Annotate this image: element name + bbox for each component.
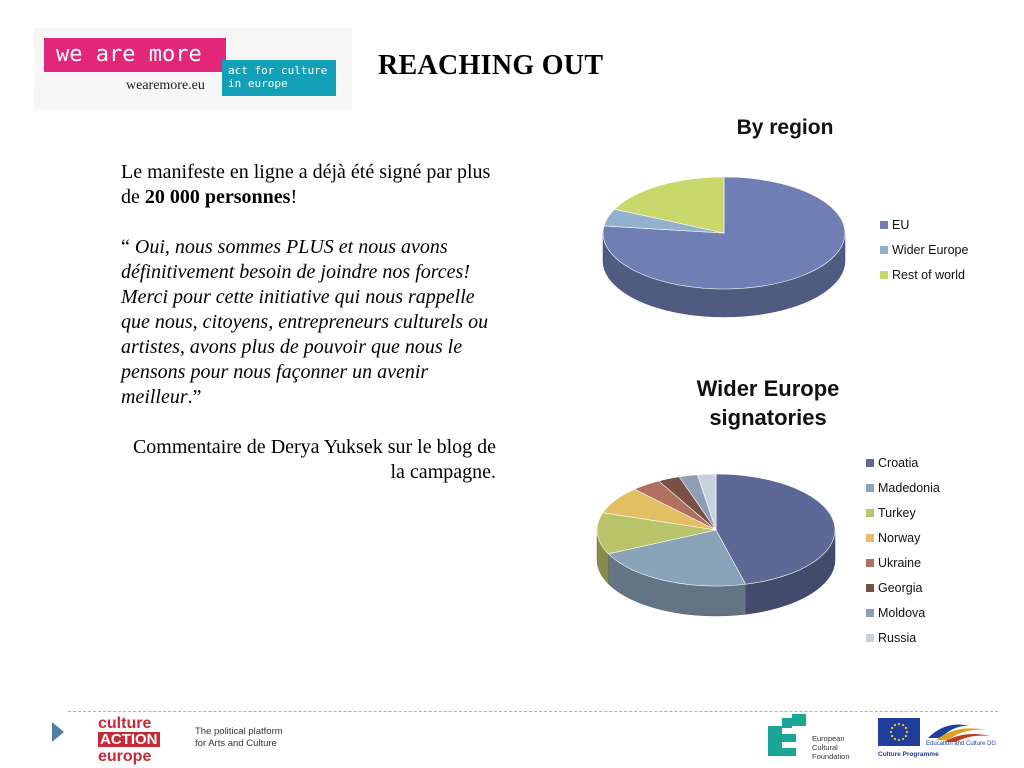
- cae-tagline-2: for Arts and Culture: [195, 738, 277, 749]
- legend-swatch: [866, 584, 874, 592]
- legend-label: EU: [892, 217, 910, 232]
- legend-label: Moldova: [878, 605, 926, 620]
- legend-swatch: [866, 484, 874, 492]
- eu-star: [902, 724, 904, 726]
- eu-star: [894, 738, 896, 740]
- intro-end: !: [290, 186, 298, 208]
- eu-star: [891, 727, 893, 729]
- attribution: Commentaire de Derya Yuksek sur le blog de la campagne.: [132, 436, 496, 483]
- cae-line2: ACTION: [100, 731, 158, 748]
- legend-item-wider-europe: [880, 237, 968, 262]
- legend-item-croatia: [866, 450, 940, 475]
- cae-tagline-1: The political platform: [195, 726, 283, 737]
- legend-label: Turkey: [878, 505, 916, 520]
- eu-star: [898, 723, 900, 725]
- quote-close: .”: [187, 386, 202, 408]
- legend-label: Norway: [878, 530, 921, 545]
- legend-swatch: [866, 609, 874, 617]
- legend-swatch: [866, 509, 874, 517]
- legend-label: Georgia: [878, 580, 923, 595]
- eu-star: [891, 735, 893, 737]
- we-are-more-logo: [34, 28, 352, 110]
- legend-label: Wider Europe: [892, 242, 969, 257]
- legend-label: Russia: [878, 630, 917, 645]
- legend-item-russia: [866, 625, 940, 650]
- culture-programme-text: Culture Programme: [878, 751, 939, 758]
- play-arrow-icon: [52, 722, 64, 742]
- logo-url: wearemore.eu: [126, 78, 205, 93]
- legend-label: Ukraine: [878, 555, 922, 570]
- eu-dg-text: Education and Culture DG: [926, 741, 997, 747]
- eu-flag-icon: [878, 718, 920, 746]
- eu-star: [902, 738, 904, 740]
- legend-swatch: [866, 534, 874, 542]
- chart1-title: By region: [736, 116, 834, 139]
- text-block: [121, 160, 496, 510]
- quote-open: “: [121, 236, 135, 258]
- chart2-pie: [588, 466, 848, 626]
- logo-sub-text: act for culture in europe: [222, 60, 336, 96]
- page-title: REACHING OUT: [378, 50, 604, 81]
- signature-count: 20 000 personnes: [144, 186, 291, 208]
- cae-tagline: [195, 726, 283, 750]
- legend-label: Madedonia: [878, 480, 940, 495]
- quote-text: Oui, nous sommes PLUS et nous avons définitivement besoin de joindre nos forces! Merci pour cette initiative qui nous rappelle que nous, citoyens, entrepreneurs culturels ou artistes, avons plus de pouvoir que nous le pensons pour nous façonner un avenir meilleur: [121, 236, 489, 408]
- ecf-text-3: Foundation: [812, 752, 850, 761]
- legend-item-moldova: [866, 600, 940, 625]
- legend-swatch: [866, 634, 874, 642]
- intro-text: Le manifeste en ligne a déjà été signé par plus de: [121, 161, 491, 208]
- legend-swatch: [866, 459, 874, 467]
- cae-line1: culture: [98, 715, 152, 732]
- legend-swatch: [866, 559, 874, 567]
- legend-item-rest-of-world: [880, 262, 968, 287]
- legend-label: Croatia: [878, 455, 919, 470]
- chart1-pie: [596, 170, 866, 320]
- eu-stars-icon: [878, 718, 920, 746]
- culture-action-europe-logo: [98, 715, 170, 765]
- legend-item-norway: [866, 525, 940, 550]
- eu-dg-swoosh-icon: [926, 716, 992, 744]
- legend-swatch: [880, 271, 888, 279]
- chart1-legend: [880, 212, 968, 287]
- eu-star: [905, 735, 907, 737]
- chart2-legend: [866, 450, 940, 650]
- legend-item-madedonia: [866, 475, 940, 500]
- ecf-text: [812, 734, 850, 761]
- eu-star: [906, 731, 908, 733]
- ecf-text-2: Cultural: [812, 743, 838, 752]
- legend-item-turkey: [866, 500, 940, 525]
- intro-paragraph: [121, 160, 496, 210]
- legend-swatch: [880, 246, 888, 254]
- legend-item-georgia: [866, 575, 940, 600]
- legend-swatch: [880, 221, 888, 229]
- cae-line3: europe: [98, 748, 152, 765]
- chart2-title: Wider Europe signatories: [696, 376, 840, 430]
- quote-paragraph: [121, 235, 496, 410]
- eu-star: [905, 727, 907, 729]
- legend-item-eu: [880, 212, 968, 237]
- eu-star: [890, 731, 892, 733]
- ecf-text-1: European: [812, 734, 845, 743]
- ecf-logo-icon: [768, 714, 808, 760]
- logo-main-text: we are more: [44, 38, 226, 72]
- legend-label: Rest of world: [892, 267, 965, 282]
- eu-star: [898, 739, 900, 741]
- footer-divider: [68, 711, 998, 712]
- legend-item-ukraine: [866, 550, 940, 575]
- eu-star: [894, 724, 896, 726]
